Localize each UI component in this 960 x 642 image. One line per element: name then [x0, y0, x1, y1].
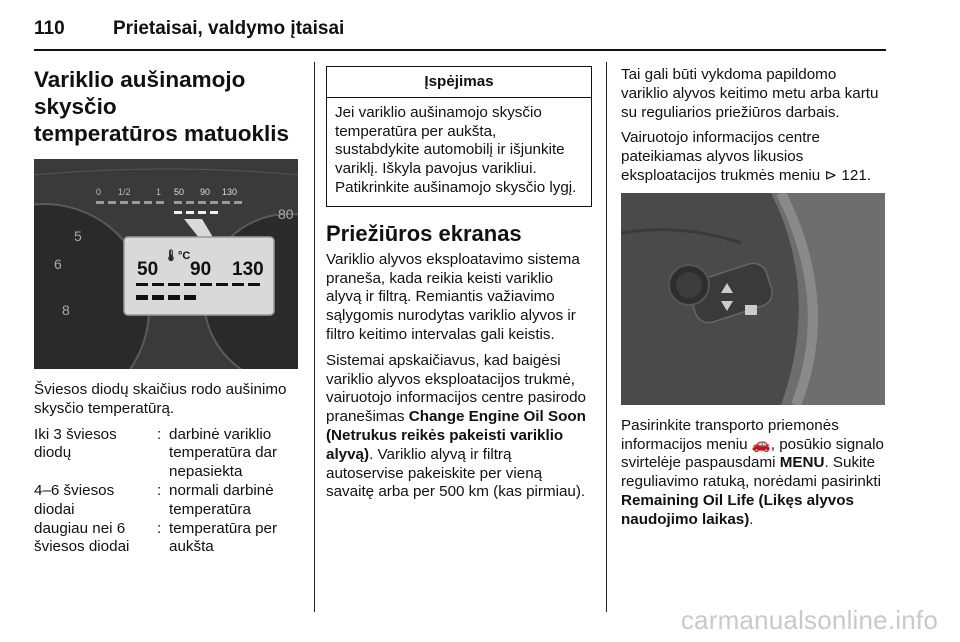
paragraph: Variklio alyvos eksploatavimo sistema praneša, kada reikia keisti variklio alyvą ir filtrą. Remiantis važiavimo sąlygomis nurodytas variklio alyvos ir filtro keitimo intervalas gali keistis.	[326, 250, 580, 343]
table-sep: :	[157, 425, 162, 443]
table-term: Iki 3 šviesos diodų	[34, 425, 117, 462]
table-sep: :	[157, 519, 162, 537]
table-desc: temperatūra per aukšta	[169, 519, 278, 556]
page-ref: 121.	[841, 166, 871, 184]
section-heading: Variklio aušinamojo skysčio temperatūros matuoklis	[34, 67, 290, 146]
message-name: Change Engine Oil Soon (Netrukus reikės pakeisti variklio alyvą)	[326, 408, 586, 463]
warning-box	[326, 66, 592, 207]
led-table	[34, 426, 302, 558]
menu-button-name: MENU	[779, 454, 825, 472]
table-desc: normali darbinė temperatūra	[169, 481, 274, 518]
column-divider	[606, 62, 607, 612]
dial-number: 8	[62, 302, 70, 318]
menu-item-name: Remaining Oil Life (Likęs alyvos naudojimo laikas)	[621, 491, 854, 528]
page-ref-icon: ⊳	[824, 166, 838, 184]
gauge-top-label: 1	[156, 187, 162, 197]
header-rule	[34, 49, 886, 51]
table-term: daugiau nei 6 šviesos diodai	[34, 519, 130, 556]
column-2	[326, 66, 592, 509]
turn-signal-lever-illustration	[621, 193, 885, 405]
vehicle-info-icon: 🚗	[751, 435, 771, 453]
paragraph: Tai gali būti vykdoma papildomo variklio alyvos keitimo metu arba kartu su reguliarios priežiūros darbais.	[621, 66, 879, 121]
gauge-big-label: 130	[232, 259, 264, 280]
dial-number: 5	[74, 228, 82, 244]
paragraph: Vairuotojo informacijos centre pateikiamas alyvos likusios eksploatacijos trukmės meniu ⊳ 121.	[621, 129, 871, 184]
warning-title: Įspėjimas	[327, 67, 591, 98]
temperature-gauge-illustration	[34, 159, 298, 369]
page-title: Prietaisai, valdymo įtaisai	[113, 18, 345, 39]
warning-text: Jei variklio aušinamojo skysčio temperatūra per aukšta, sustabdykite automobilį ir išjunkite variklį. Iškyla pavojus varikliui. Patikrinkite aušinamojo skysčio lygį.	[335, 103, 577, 196]
thermometer-icon: 🌡°C	[164, 250, 191, 262]
page-header	[0, 0, 960, 50]
paragraph: Pasirinkite transporto priemonės informacijos meniu 🚗, posūkio signalo svirtelėje paspausdami MENU. Sukite reguliavimo ratuką, norėdami pasirinkti Remaining Oil Life (Likęs alyvos naudojimo laikas).	[621, 416, 884, 528]
table-term: 4–6 šviesos diodai	[34, 481, 115, 518]
watermark: carmanualsonline.info	[680, 605, 938, 635]
column-3	[621, 66, 887, 537]
gauge-big-label: 50	[137, 259, 159, 280]
gauge-top-label: 130	[222, 187, 238, 197]
gauge-big-label: 90	[190, 259, 212, 280]
gauge-caption: Šviesos diodų skaičius rodo aušinimo skysčio temperatūrą.	[34, 381, 287, 417]
page-number: 110	[34, 18, 65, 39]
table-desc: darbinė variklio temperatūra dar nepasiekta	[169, 425, 278, 481]
section-heading: Priežiūros ekranas	[326, 220, 522, 246]
table-sep: :	[157, 481, 162, 499]
gauge-top-label: 1/2	[118, 187, 131, 197]
dial-number: 6	[54, 256, 62, 272]
column-1	[34, 66, 302, 557]
paragraph: Sistemai apskaičiavus, kad baigėsi variklio alyvos eksploatacijos trukmė, vairuotojo informacijos centre pasirodo pranešimas Change Engine Oil Soon (Netrukus reikės pakeisti variklio alyvą). Variklio alyvą ir filtrą autoservise pakeiskite per vieną savaitę arba per 500 km (kas pirmiau).	[326, 351, 587, 501]
gauge-top-label: 50	[174, 187, 185, 197]
gauge-top-label: 0	[96, 187, 102, 197]
gauge-top-label: 90	[200, 187, 211, 197]
dial-number: 80	[278, 206, 294, 222]
column-divider	[314, 62, 315, 612]
